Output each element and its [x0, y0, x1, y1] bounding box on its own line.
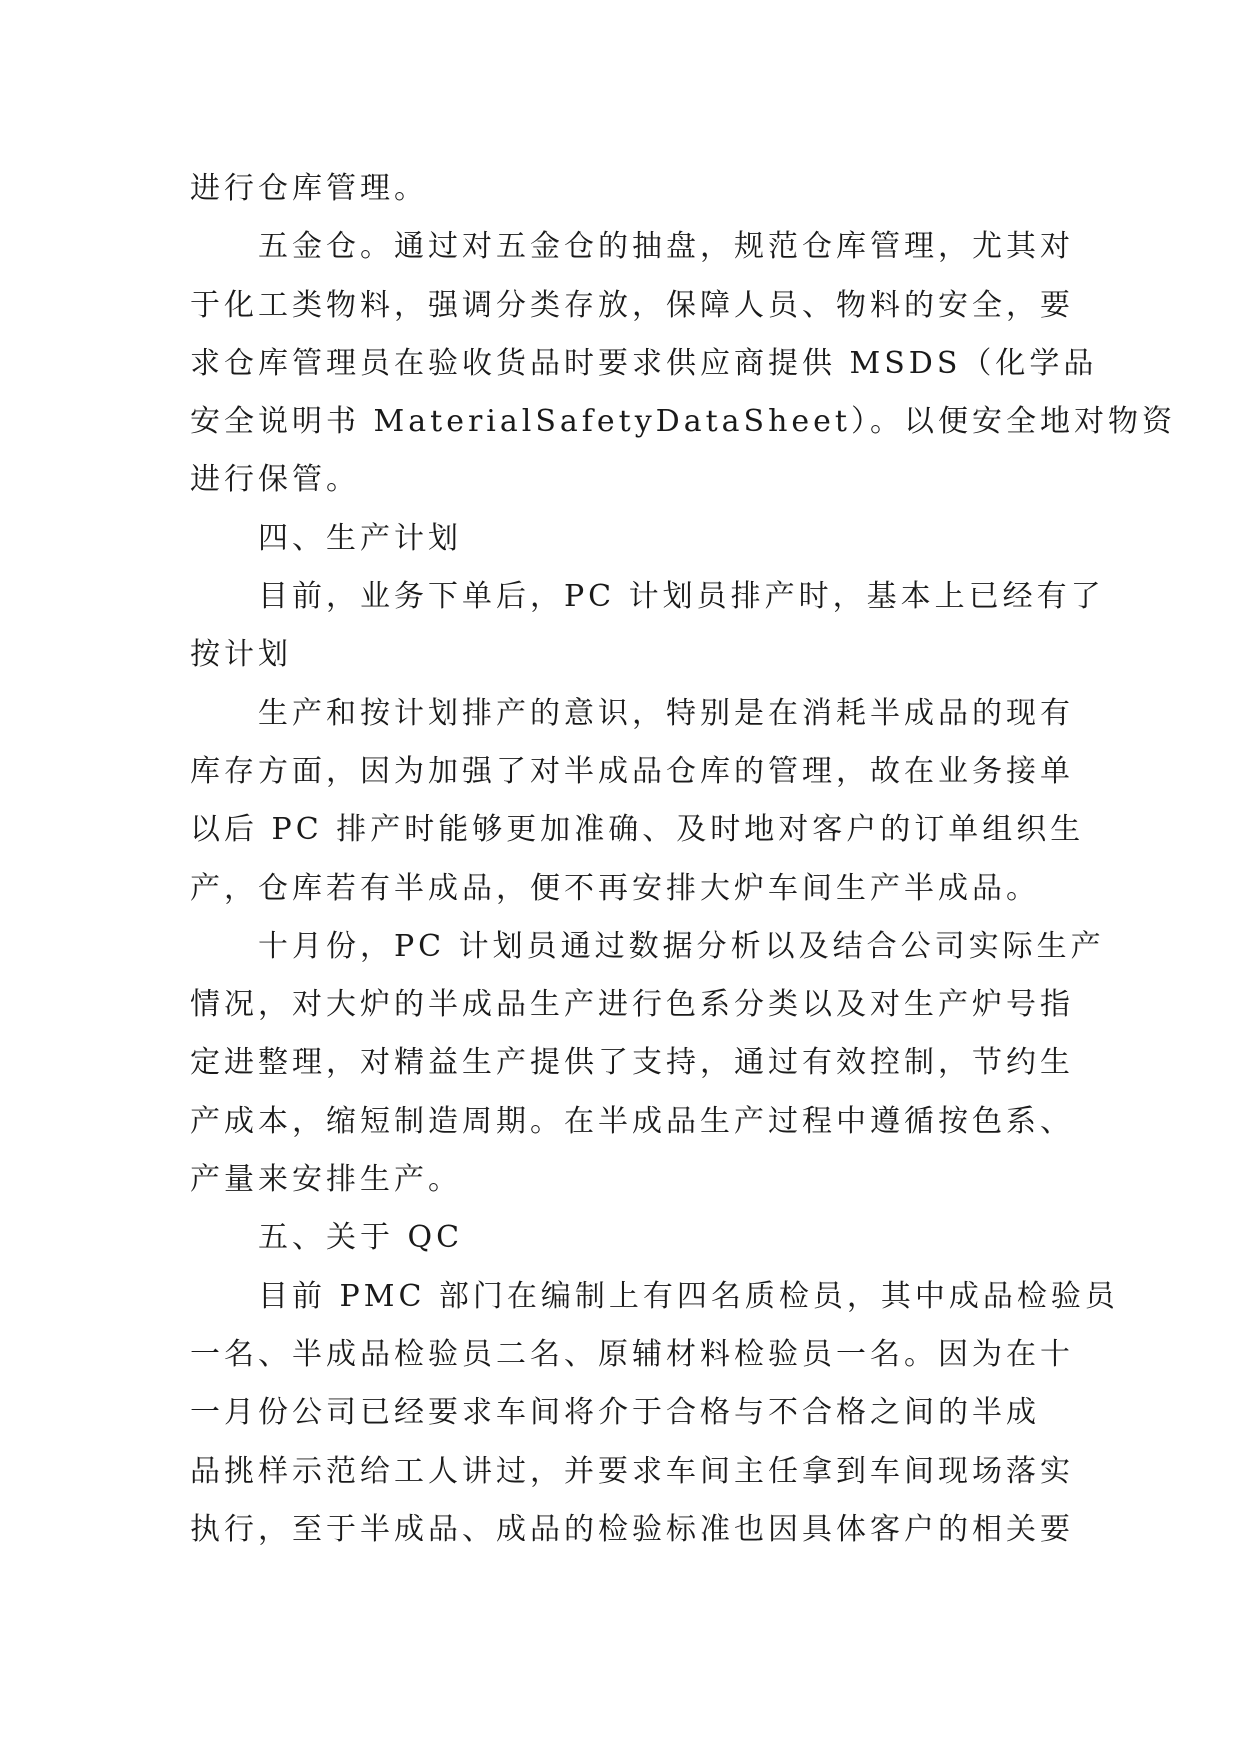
text-line-13: 产，仓库若有半成品，便不再安排大炉车间生产半成品。 [190, 870, 1040, 906]
text-line-22: 一月份公司已经要求车间将介于合格与不合格之间的半成 [190, 1395, 1040, 1431]
text-line-6: 进行保管。 [190, 462, 360, 498]
text-line-3: 于化工类物料，强调分类存放，保障人员、物料的安全，要 [190, 287, 1074, 323]
text-line-10: 生产和按计划排产的意识，特别是在消耗半成品的现有 [258, 695, 1074, 731]
text-line-16: 定进整理，对精益生产提供了支持，通过有效控制，节约生 [190, 1045, 1074, 1081]
text-line-5: 安全说明书 MaterialSafetyDataSheet）。以便安全地对物资 [190, 404, 1176, 440]
text-line-9: 按计划 [190, 637, 292, 673]
document-body [190, 160, 1176, 1559]
section-heading-qc: 五、关于 QC [258, 1220, 464, 1256]
text-line-4: 求仓库管理员在验收货品时要求供应商提供 MSDS（化学品 [190, 345, 1098, 381]
text-line-23: 品挑样示范给工人讲过，并要求车间主任拿到车间现场落实 [190, 1453, 1074, 1489]
text-line-1: 进行仓库管理。 [190, 171, 428, 206]
text-line-11: 库存方面，因为加强了对半成品仓库的管理，故在业务接单 [190, 753, 1074, 789]
text-line-20: 目前 PMC 部门在编制上有四名质检员，其中成品检验员 [258, 1278, 1119, 1314]
text-line-24: 执行，至于半成品、成品的检验标准也因具体客户的相关要 [190, 1511, 1074, 1547]
text-line-8: 目前，业务下单后，PC 计划员排产时，基本上已经有了 [258, 579, 1105, 615]
section-heading-production-plan: 四、生产计划 [258, 520, 462, 556]
text-line-18: 产量来安排生产。 [190, 1162, 462, 1198]
text-line-21: 一名、半成品检验员二名、原辅材料检验员一名。因为在十 [190, 1336, 1074, 1372]
text-line-14: 十月份，PC 计划员通过数据分析以及结合公司实际生产 [258, 928, 1105, 964]
text-line-15: 情况，对大炉的半成品生产进行色系分类以及对生产炉号指 [190, 987, 1074, 1023]
text-line-17: 产成本，缩短制造周期。在半成品生产过程中遵循按色系、 [190, 1103, 1074, 1139]
text-line-2: 五金仓。通过对五金仓的抽盘，规范仓库管理，尤其对 [258, 229, 1074, 265]
text-line-12: 以后 PC 排产时能够更加准确、及时地对客户的订单组织生 [190, 812, 1085, 848]
